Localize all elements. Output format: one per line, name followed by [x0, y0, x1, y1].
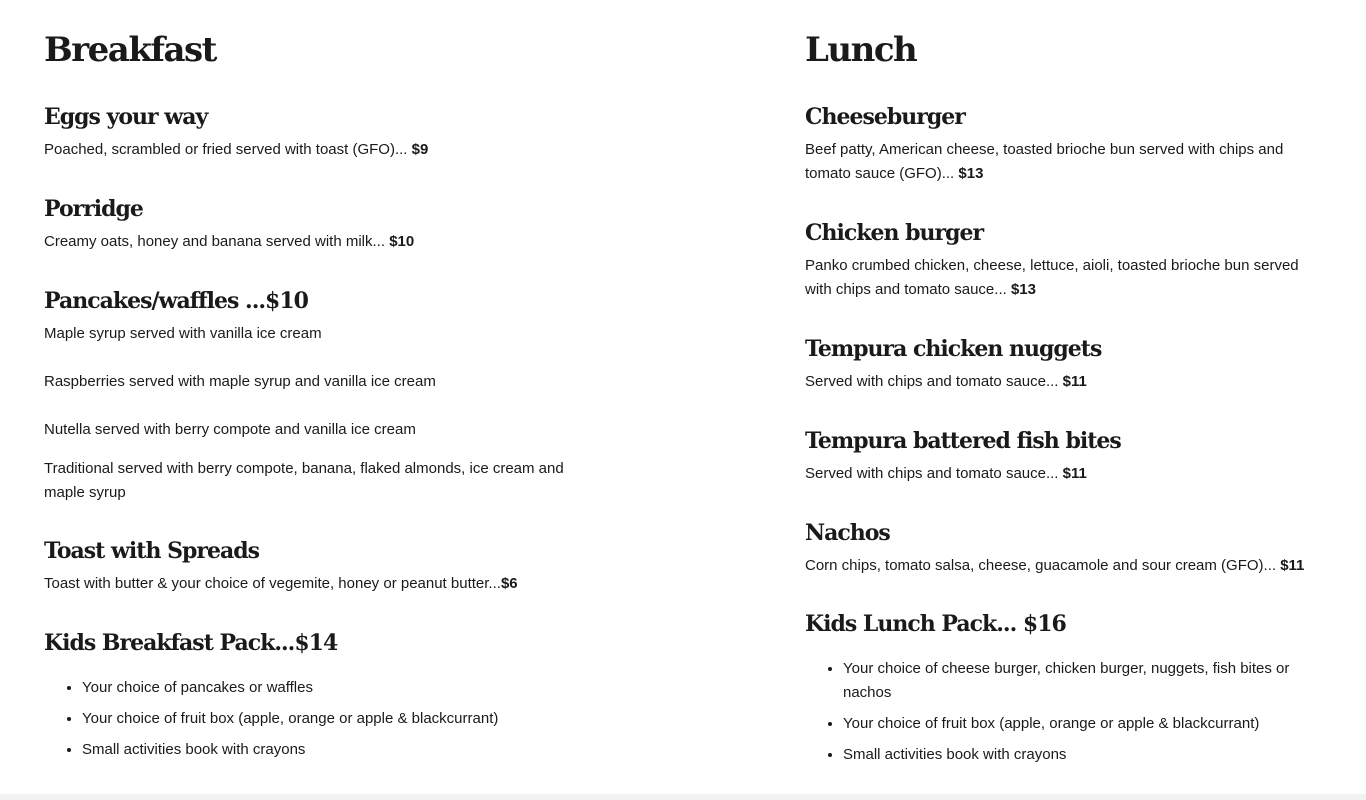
item-desc-text: Served with chips and tomato sauce...	[805, 373, 1063, 390]
item-name: Nachos	[805, 520, 890, 546]
item-name: Cheeseburger	[805, 104, 965, 130]
menu-item-cheeseburger	[805, 102, 1325, 186]
item-desc-text: Toast with butter & your choice of vegemite, honey or peanut butter...	[44, 575, 501, 592]
item-name: Pancakes/waffles ...$10	[44, 288, 308, 314]
kids-lunch-list	[805, 657, 1325, 767]
list-item: • Small activities book with crayons	[843, 743, 1325, 767]
kids-breakfast-list	[44, 676, 564, 762]
menu-item-nachos	[805, 518, 1325, 578]
pancake-option: Maple syrup served with vanilla ice cream	[44, 325, 322, 342]
item-description	[44, 572, 564, 596]
menu-item-chicken-burger	[805, 218, 1325, 302]
item-price: $6	[500, 575, 518, 592]
item-name: Kids Lunch Pack... $16	[805, 611, 1066, 637]
item-price: $10	[389, 233, 415, 250]
list-item: • Your choice of fruit box (apple, orange or apple & blackcurrant)	[82, 707, 564, 731]
list-item: • Your choice of pancakes or waffles	[82, 676, 564, 700]
item-description	[44, 230, 564, 254]
item-desc-text: Corn chips, tomato salsa, cheese, guacamole and sour cream (GFO)...	[805, 557, 1281, 574]
menu-item-nuggets	[805, 334, 1325, 394]
list-item: • Your choice of cheese burger, chicken burger, nuggets, fish bites or nachos	[843, 657, 1325, 705]
lunch-heading: Lunch	[805, 30, 917, 70]
menu-item-toast	[44, 536, 564, 596]
list-item: • Your choice of fruit box (apple, orange or apple & blackcurrant)	[843, 712, 1325, 736]
pancake-option: Raspberries served with maple syrup and vanilla ice cream	[44, 373, 436, 390]
item-description	[805, 254, 1325, 302]
item-name: Kids Breakfast Pack...$14	[44, 630, 338, 656]
pancake-option: Nutella served with berry compote and vanilla ice cream	[44, 421, 416, 438]
item-desc-text: Served with chips and tomato sauce...	[805, 465, 1063, 482]
item-price: $13	[958, 165, 984, 182]
item-price: $11	[1062, 373, 1087, 390]
item-name: Tempura battered fish bites	[805, 428, 1121, 454]
item-description	[805, 554, 1325, 578]
menu-item-fish-bites	[805, 426, 1325, 486]
item-desc-text: Poached, scrambled or fried served with toast (GFO)...	[44, 141, 412, 158]
item-name: Eggs your way	[44, 104, 208, 130]
item-desc-text: Panko crumbed chicken, cheese, lettuce, aioli, toasted brioche bun served with chips and tomato sauce...	[805, 257, 1299, 298]
pancake-option: Traditional served with berry compote, banana, flaked almonds, ice cream and maple syrup	[44, 460, 564, 501]
menu-item-pancakes	[44, 286, 564, 505]
item-description	[805, 370, 1325, 394]
breakfast-heading: Breakfast	[44, 30, 216, 70]
item-price: $11	[1062, 465, 1087, 482]
menu-item-kids-breakfast	[44, 628, 564, 769]
item-price: $13	[1010, 281, 1036, 298]
item-description	[805, 138, 1325, 186]
item-name: Toast with Spreads	[44, 538, 259, 564]
item-price: $9	[411, 141, 429, 158]
item-desc-text: Creamy oats, honey and banana served with milk...	[44, 233, 390, 250]
item-name: Chicken burger	[805, 220, 984, 246]
page-bottom-divider	[0, 794, 1366, 800]
item-desc-text: Beef patty, American cheese, toasted brioche bun served with chips and tomato sauce (GFO)...	[805, 141, 1284, 182]
menu-item-eggs	[44, 102, 564, 162]
list-item: • Small activities book with crayons	[82, 738, 564, 762]
item-name: Tempura chicken nuggets	[805, 336, 1102, 362]
item-description	[805, 462, 1325, 486]
item-description	[44, 138, 564, 162]
menu-item-kids-lunch	[805, 609, 1325, 774]
menu-item-porridge	[44, 194, 564, 254]
item-price: $11	[1280, 557, 1305, 574]
item-name: Porridge	[44, 196, 143, 222]
